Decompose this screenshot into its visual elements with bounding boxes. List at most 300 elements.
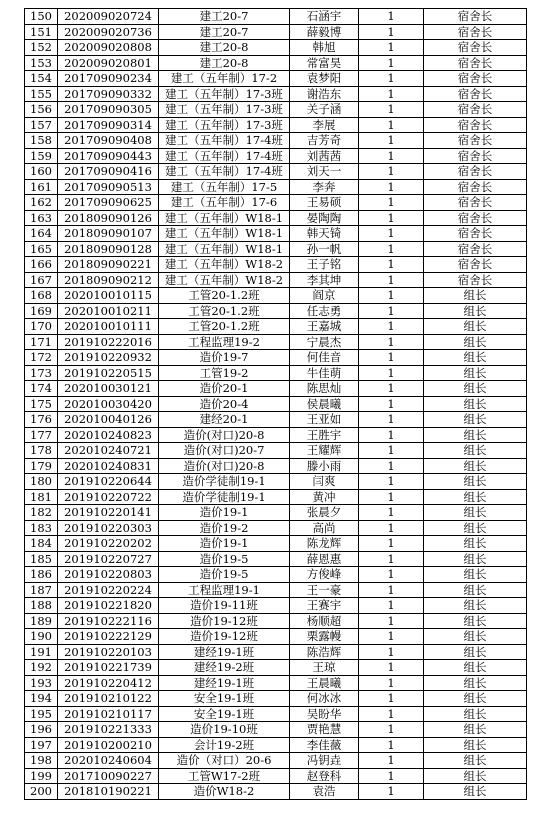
student-id-cell: 202010010115 xyxy=(58,288,159,304)
student-id-cell: 201709090332 xyxy=(58,86,159,102)
table-row xyxy=(25,195,527,211)
count-cell: 1 xyxy=(359,303,424,319)
table-row xyxy=(25,319,527,335)
name-cell: 贾艳慧 xyxy=(290,722,359,738)
role-cell: 组长 xyxy=(424,520,527,536)
role-cell: 宿舍长 xyxy=(424,241,527,257)
name-cell: 王胜宇 xyxy=(290,427,359,443)
count-cell: 1 xyxy=(359,458,424,474)
name-cell: 侯晨曦 xyxy=(290,396,359,412)
count-cell: 1 xyxy=(359,629,424,645)
table-row xyxy=(25,288,527,304)
row-number-cell: 177 xyxy=(25,427,58,443)
role-cell: 组长 xyxy=(424,753,527,769)
name-cell: 袁浩 xyxy=(290,784,359,800)
count-cell: 1 xyxy=(359,768,424,784)
count-cell: 1 xyxy=(359,288,424,304)
role-cell: 组长 xyxy=(424,474,527,490)
roster-table-body xyxy=(25,9,527,800)
student-id-cell: 201910222116 xyxy=(58,613,159,629)
student-id-cell: 201910220727 xyxy=(58,551,159,567)
student-id-cell: 202010240823 xyxy=(58,427,159,443)
row-number-cell: 150 xyxy=(25,9,58,25)
class-cell: 建工20-7 xyxy=(159,9,290,25)
count-cell: 1 xyxy=(359,71,424,87)
role-cell: 组长 xyxy=(424,582,527,598)
role-cell: 组长 xyxy=(424,722,527,738)
table-row xyxy=(25,9,527,25)
class-cell: 会计19-2班 xyxy=(159,737,290,753)
roster-table xyxy=(24,8,527,800)
count-cell: 1 xyxy=(359,660,424,676)
name-cell: 闫爽 xyxy=(290,474,359,490)
name-cell: 李展 xyxy=(290,117,359,133)
table-row xyxy=(25,536,527,552)
class-cell: 建经20-1 xyxy=(159,412,290,428)
table-row xyxy=(25,412,527,428)
student-id-cell: 201709090625 xyxy=(58,195,159,211)
student-id-cell: 201809090221 xyxy=(58,257,159,273)
student-id-cell: 201910220644 xyxy=(58,474,159,490)
student-id-cell: 201809090212 xyxy=(58,272,159,288)
role-cell: 组长 xyxy=(424,536,527,552)
count-cell: 1 xyxy=(359,582,424,598)
row-number-cell: 183 xyxy=(25,520,58,536)
row-number-cell: 162 xyxy=(25,195,58,211)
row-number-cell: 159 xyxy=(25,148,58,164)
table-row xyxy=(25,722,527,738)
role-cell: 组长 xyxy=(424,365,527,381)
row-number-cell: 161 xyxy=(25,179,58,195)
class-cell: 造价W18-2 xyxy=(159,784,290,800)
role-cell: 组长 xyxy=(424,567,527,583)
count-cell: 1 xyxy=(359,40,424,56)
role-cell: 组长 xyxy=(424,350,527,366)
class-cell: 造价20-4 xyxy=(159,396,290,412)
name-cell: 吴盼华 xyxy=(290,706,359,722)
class-cell: 造价(对口)20-8 xyxy=(159,458,290,474)
row-number-cell: 176 xyxy=(25,412,58,428)
student-id-cell: 201809090126 xyxy=(58,210,159,226)
student-id-cell: 201910220141 xyxy=(58,505,159,521)
role-cell: 组长 xyxy=(424,319,527,335)
count-cell: 1 xyxy=(359,241,424,257)
role-cell: 组长 xyxy=(424,706,527,722)
student-id-cell: 201709090513 xyxy=(58,179,159,195)
row-number-cell: 152 xyxy=(25,40,58,56)
student-id-cell: 201910221333 xyxy=(58,722,159,738)
name-cell: 方俊峰 xyxy=(290,567,359,583)
row-number-cell: 168 xyxy=(25,288,58,304)
role-cell: 宿舍长 xyxy=(424,226,527,242)
name-cell: 吉芳奇 xyxy=(290,133,359,149)
table-row xyxy=(25,520,527,536)
role-cell: 宿舍长 xyxy=(424,71,527,87)
student-id-cell: 202010040126 xyxy=(58,412,159,428)
class-cell: 造价19-2 xyxy=(159,520,290,536)
role-cell: 组长 xyxy=(424,489,527,505)
class-cell: 建工（五年制）17-2 xyxy=(159,71,290,87)
row-number-cell: 191 xyxy=(25,644,58,660)
name-cell: 关子涵 xyxy=(290,102,359,118)
row-number-cell: 158 xyxy=(25,133,58,149)
count-cell: 1 xyxy=(359,691,424,707)
class-cell: 造价学徒制19-1 xyxy=(159,489,290,505)
class-cell: 造价19-7 xyxy=(159,350,290,366)
table-row xyxy=(25,458,527,474)
student-id-cell: 201810190221 xyxy=(58,784,159,800)
class-cell: 建工（五年制）17-4班 xyxy=(159,148,290,164)
student-id-cell: 201910220515 xyxy=(58,365,159,381)
role-cell: 宿舍长 xyxy=(424,272,527,288)
class-cell: 安全19-1班 xyxy=(159,706,290,722)
role-cell: 组长 xyxy=(424,443,527,459)
table-row xyxy=(25,644,527,660)
role-cell: 组长 xyxy=(424,737,527,753)
class-cell: 建经19-2班 xyxy=(159,660,290,676)
count-cell: 1 xyxy=(359,753,424,769)
count-cell: 1 xyxy=(359,133,424,149)
name-cell: 谢浩东 xyxy=(290,86,359,102)
class-cell: 建工（五年制）W18-2 xyxy=(159,272,290,288)
row-number-cell: 196 xyxy=(25,722,58,738)
name-cell: 常富昊 xyxy=(290,55,359,71)
count-cell: 1 xyxy=(359,102,424,118)
student-id-cell: 202010030420 xyxy=(58,396,159,412)
student-id-cell: 201709090234 xyxy=(58,71,159,87)
count-cell: 1 xyxy=(359,412,424,428)
role-cell: 宿舍长 xyxy=(424,117,527,133)
count-cell: 1 xyxy=(359,536,424,552)
count-cell: 1 xyxy=(359,210,424,226)
role-cell: 组长 xyxy=(424,427,527,443)
count-cell: 1 xyxy=(359,396,424,412)
name-cell: 宁晨杰 xyxy=(290,334,359,350)
table-row xyxy=(25,71,527,87)
class-cell: 建工20-8 xyxy=(159,40,290,56)
student-id-cell: 201910220412 xyxy=(58,675,159,691)
class-cell: 工管19-2 xyxy=(159,365,290,381)
table-row xyxy=(25,350,527,366)
name-cell: 杨顺超 xyxy=(290,613,359,629)
count-cell: 1 xyxy=(359,737,424,753)
name-cell: 张晨夕 xyxy=(290,505,359,521)
role-cell: 组长 xyxy=(424,505,527,521)
table-row xyxy=(25,737,527,753)
name-cell: 王亚如 xyxy=(290,412,359,428)
class-cell: 建工（五年制）W18-1 xyxy=(159,241,290,257)
name-cell: 高尚 xyxy=(290,520,359,536)
role-cell: 组长 xyxy=(424,396,527,412)
count-cell: 1 xyxy=(359,613,424,629)
row-number-cell: 179 xyxy=(25,458,58,474)
student-id-cell: 201910220803 xyxy=(58,567,159,583)
student-id-cell: 201910210117 xyxy=(58,706,159,722)
student-id-cell: 201910220103 xyxy=(58,644,159,660)
class-cell: 工管20-1.2班 xyxy=(159,288,290,304)
name-cell: 李其坤 xyxy=(290,272,359,288)
table-row xyxy=(25,567,527,583)
count-cell: 1 xyxy=(359,675,424,691)
student-id-cell: 201910220224 xyxy=(58,582,159,598)
name-cell: 王琼 xyxy=(290,660,359,676)
student-id-cell: 201910220932 xyxy=(58,350,159,366)
role-cell: 宿舍长 xyxy=(424,40,527,56)
table-row xyxy=(25,55,527,71)
row-number-cell: 154 xyxy=(25,71,58,87)
student-id-cell: 201910220303 xyxy=(58,520,159,536)
class-cell: 建工（五年制）17-3班 xyxy=(159,117,290,133)
row-number-cell: 174 xyxy=(25,381,58,397)
table-row xyxy=(25,24,527,40)
name-cell: 牛佳萌 xyxy=(290,365,359,381)
student-id-cell: 202010240831 xyxy=(58,458,159,474)
count-cell: 1 xyxy=(359,381,424,397)
class-cell: 建经19-1班 xyxy=(159,644,290,660)
role-cell: 宿舍长 xyxy=(424,257,527,273)
student-id-cell: 202010010111 xyxy=(58,319,159,335)
class-cell: 造价19-1 xyxy=(159,536,290,552)
row-number-cell: 155 xyxy=(25,86,58,102)
name-cell: 滕小雨 xyxy=(290,458,359,474)
student-id-cell: 201910220202 xyxy=(58,536,159,552)
role-cell: 组长 xyxy=(424,613,527,629)
class-cell: 工管W17-2班 xyxy=(159,768,290,784)
name-cell: 阎京 xyxy=(290,288,359,304)
name-cell: 袁梦阳 xyxy=(290,71,359,87)
role-cell: 宿舍长 xyxy=(424,133,527,149)
role-cell: 组长 xyxy=(424,303,527,319)
table-row xyxy=(25,675,527,691)
name-cell: 何佳音 xyxy=(290,350,359,366)
class-cell: 造价(对口)20-7 xyxy=(159,443,290,459)
class-cell: 安全19-1班 xyxy=(159,691,290,707)
table-row xyxy=(25,86,527,102)
row-number-cell: 175 xyxy=(25,396,58,412)
row-number-cell: 156 xyxy=(25,102,58,118)
role-cell: 组长 xyxy=(424,334,527,350)
count-cell: 1 xyxy=(359,551,424,567)
role-cell: 组长 xyxy=(424,381,527,397)
row-number-cell: 163 xyxy=(25,210,58,226)
row-number-cell: 157 xyxy=(25,117,58,133)
name-cell: 刘茜茜 xyxy=(290,148,359,164)
count-cell: 1 xyxy=(359,443,424,459)
role-cell: 组长 xyxy=(424,288,527,304)
name-cell: 陈龙辉 xyxy=(290,536,359,552)
row-number-cell: 172 xyxy=(25,350,58,366)
count-cell: 1 xyxy=(359,117,424,133)
count-cell: 1 xyxy=(359,644,424,660)
name-cell: 孙一帆 xyxy=(290,241,359,257)
table-row xyxy=(25,598,527,614)
name-cell: 韩天锜 xyxy=(290,226,359,242)
count-cell: 1 xyxy=(359,179,424,195)
table-row xyxy=(25,613,527,629)
row-number-cell: 199 xyxy=(25,768,58,784)
count-cell: 1 xyxy=(359,489,424,505)
row-number-cell: 165 xyxy=(25,241,58,257)
table-row xyxy=(25,272,527,288)
table-row xyxy=(25,179,527,195)
role-cell: 组长 xyxy=(424,691,527,707)
table-row xyxy=(25,40,527,56)
student-id-cell: 202009020736 xyxy=(58,24,159,40)
table-row xyxy=(25,396,527,412)
class-cell: 建工（五年制）17-4班 xyxy=(159,133,290,149)
row-number-cell: 166 xyxy=(25,257,58,273)
table-row xyxy=(25,629,527,645)
table-row xyxy=(25,551,527,567)
class-cell: 建工（五年制）17-3班 xyxy=(159,86,290,102)
table-row xyxy=(25,257,527,273)
row-number-cell: 198 xyxy=(25,753,58,769)
row-number-cell: 195 xyxy=(25,706,58,722)
name-cell: 王易硕 xyxy=(290,195,359,211)
student-id-cell: 201910220722 xyxy=(58,489,159,505)
count-cell: 1 xyxy=(359,505,424,521)
table-row xyxy=(25,691,527,707)
student-id-cell: 201910221739 xyxy=(58,660,159,676)
row-number-cell: 180 xyxy=(25,474,58,490)
class-cell: 造价19-5 xyxy=(159,551,290,567)
role-cell: 宿舍长 xyxy=(424,24,527,40)
count-cell: 1 xyxy=(359,706,424,722)
class-cell: 工管20-1.2班 xyxy=(159,319,290,335)
role-cell: 宿舍长 xyxy=(424,86,527,102)
row-number-cell: 151 xyxy=(25,24,58,40)
row-number-cell: 194 xyxy=(25,691,58,707)
count-cell: 1 xyxy=(359,9,424,25)
row-number-cell: 182 xyxy=(25,505,58,521)
count-cell: 1 xyxy=(359,365,424,381)
row-number-cell: 192 xyxy=(25,660,58,676)
student-id-cell: 201709090305 xyxy=(58,102,159,118)
class-cell: 建经19-1班 xyxy=(159,675,290,691)
role-cell: 组长 xyxy=(424,675,527,691)
name-cell: 王一豪 xyxy=(290,582,359,598)
role-cell: 组长 xyxy=(424,629,527,645)
count-cell: 1 xyxy=(359,784,424,800)
count-cell: 1 xyxy=(359,598,424,614)
student-id-cell: 201910200210 xyxy=(58,737,159,753)
class-cell: 建工20-7 xyxy=(159,24,290,40)
role-cell: 组长 xyxy=(424,458,527,474)
student-id-cell: 201710090227 xyxy=(58,768,159,784)
name-cell: 陈思灿 xyxy=(290,381,359,397)
count-cell: 1 xyxy=(359,164,424,180)
count-cell: 1 xyxy=(359,474,424,490)
row-number-cell: 184 xyxy=(25,536,58,552)
name-cell: 王耀辉 xyxy=(290,443,359,459)
role-cell: 组长 xyxy=(424,768,527,784)
role-cell: 宿舍长 xyxy=(424,102,527,118)
count-cell: 1 xyxy=(359,195,424,211)
role-cell: 组长 xyxy=(424,412,527,428)
row-number-cell: 186 xyxy=(25,567,58,583)
class-cell: 造价19-10班 xyxy=(159,722,290,738)
row-number-cell: 200 xyxy=(25,784,58,800)
count-cell: 1 xyxy=(359,86,424,102)
count-cell: 1 xyxy=(359,24,424,40)
count-cell: 1 xyxy=(359,567,424,583)
role-cell: 宿舍长 xyxy=(424,9,527,25)
count-cell: 1 xyxy=(359,334,424,350)
student-id-cell: 201809090128 xyxy=(58,241,159,257)
name-cell: 栗露幔 xyxy=(290,629,359,645)
name-cell: 韩旭 xyxy=(290,40,359,56)
name-cell: 何冰冰 xyxy=(290,691,359,707)
name-cell: 赵登科 xyxy=(290,768,359,784)
table-row xyxy=(25,133,527,149)
row-number-cell: 193 xyxy=(25,675,58,691)
class-cell: 造价20-1 xyxy=(159,381,290,397)
table-row xyxy=(25,102,527,118)
table-row xyxy=(25,582,527,598)
role-cell: 组长 xyxy=(424,598,527,614)
class-cell: 建工（五年制）W18-1 xyxy=(159,210,290,226)
class-cell: 建工（五年制）17-3班 xyxy=(159,102,290,118)
class-cell: 造价19-12班 xyxy=(159,629,290,645)
name-cell: 王子铭 xyxy=(290,257,359,273)
student-id-cell: 202010030121 xyxy=(58,381,159,397)
count-cell: 1 xyxy=(359,520,424,536)
row-number-cell: 171 xyxy=(25,334,58,350)
row-number-cell: 169 xyxy=(25,303,58,319)
table-row xyxy=(25,334,527,350)
name-cell: 石涵宇 xyxy=(290,9,359,25)
row-number-cell: 160 xyxy=(25,164,58,180)
student-id-cell: 201910222129 xyxy=(58,629,159,645)
count-cell: 1 xyxy=(359,257,424,273)
student-id-cell: 201709090314 xyxy=(58,117,159,133)
table-row xyxy=(25,210,527,226)
row-number-cell: 164 xyxy=(25,226,58,242)
student-id-cell: 202010240721 xyxy=(58,443,159,459)
student-id-cell: 201809090107 xyxy=(58,226,159,242)
student-id-cell: 202010240604 xyxy=(58,753,159,769)
class-cell: 建工（五年制）W18-2 xyxy=(159,257,290,273)
class-cell: 造价19-5 xyxy=(159,567,290,583)
count-cell: 1 xyxy=(359,319,424,335)
table-row xyxy=(25,706,527,722)
role-cell: 宿舍长 xyxy=(424,210,527,226)
student-id-cell: 201910222016 xyxy=(58,334,159,350)
role-cell: 宿舍长 xyxy=(424,195,527,211)
role-cell: 宿舍长 xyxy=(424,148,527,164)
class-cell: 建工20-8 xyxy=(159,55,290,71)
class-cell: 建工（五年制）W18-1 xyxy=(159,226,290,242)
class-cell: 造价学徒制19-1 xyxy=(159,474,290,490)
row-number-cell: 189 xyxy=(25,613,58,629)
table-row xyxy=(25,427,527,443)
role-cell: 宿舍长 xyxy=(424,55,527,71)
table-row xyxy=(25,365,527,381)
row-number-cell: 190 xyxy=(25,629,58,645)
count-cell: 1 xyxy=(359,148,424,164)
name-cell: 薛毅博 xyxy=(290,24,359,40)
class-cell: 造价19-12班 xyxy=(159,613,290,629)
class-cell: 工程监理19-2 xyxy=(159,334,290,350)
name-cell: 刘天一 xyxy=(290,164,359,180)
class-cell: 造价19-1 xyxy=(159,505,290,521)
table-row xyxy=(25,148,527,164)
count-cell: 1 xyxy=(359,722,424,738)
name-cell: 李奔 xyxy=(290,179,359,195)
name-cell: 李佳薇 xyxy=(290,737,359,753)
role-cell: 组长 xyxy=(424,660,527,676)
table-row xyxy=(25,660,527,676)
